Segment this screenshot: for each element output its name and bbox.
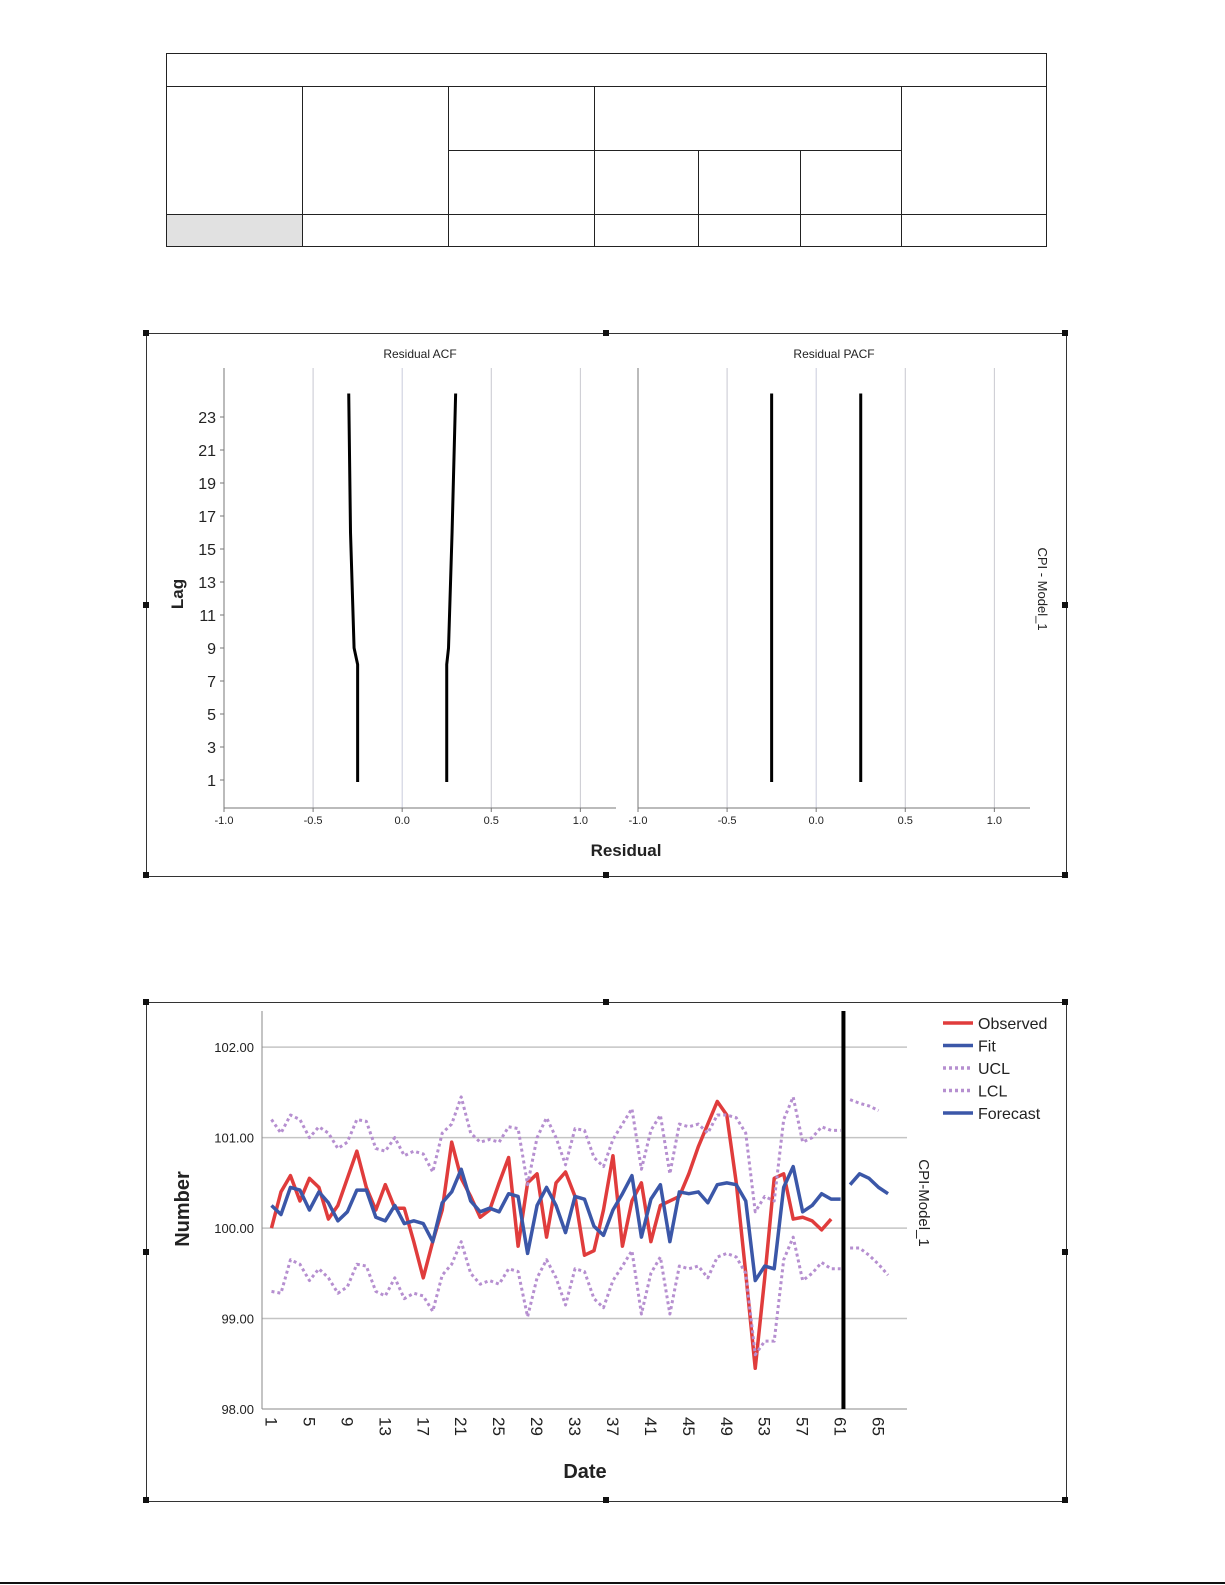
resize-handle-se[interactable] (1062, 1497, 1068, 1503)
resize-handle-ne[interactable] (1062, 330, 1068, 336)
resize-handle-sw[interactable] (143, 1497, 149, 1503)
header-cell-ljung-box-group (595, 87, 902, 151)
resize-handle-e[interactable] (1062, 602, 1068, 608)
lcl-series-line (271, 1237, 840, 1355)
table-cell (801, 215, 902, 247)
lower-confidence-limit (349, 394, 358, 783)
panel-title: Residual ACF (383, 347, 457, 361)
y-tick-label: 7 (207, 674, 216, 691)
x-tick-label: 57 (792, 1417, 812, 1436)
sequence-plot (214, 1011, 907, 1436)
residual-acf-panel (198, 347, 616, 827)
y-tick-label: 102.00 (214, 1040, 254, 1056)
x-tick-label: -0.5 (303, 815, 323, 827)
legend-label: Fit (978, 1038, 996, 1056)
chart-legend (943, 1016, 1047, 1123)
acf-pacf-svg (147, 334, 1066, 876)
resize-handle-e[interactable] (1062, 1249, 1068, 1255)
y-tick-label: 98.00 (221, 1402, 254, 1417)
interval-extension-series-line (850, 1248, 888, 1275)
header-cell-predictors (303, 87, 449, 215)
y-tick-label: 11 (199, 608, 216, 625)
header-cell-outliers (902, 87, 1047, 215)
resize-handle-n[interactable] (603, 330, 609, 336)
x-tick-label: 33 (565, 1417, 585, 1436)
x-tick-label: 1 (261, 1417, 281, 1427)
model-side-label: CPI - Model_1 (1035, 547, 1050, 631)
table-cell (902, 215, 1047, 247)
table-cell (303, 215, 449, 247)
y-tick-label: 1 (207, 773, 216, 790)
x-tick-label: -0.5 (717, 815, 737, 827)
x-tick-label: 13 (375, 1417, 395, 1436)
x-tick-label: 21 (451, 1417, 471, 1436)
x-tick-label: 0.0 (394, 815, 410, 827)
x-tick-label: 65 (868, 1417, 888, 1436)
model-statistics-table (166, 53, 1047, 247)
legend-label: UCL (978, 1061, 1011, 1078)
x-tick-label: 53 (754, 1417, 774, 1436)
forecast-series-line (850, 1174, 888, 1194)
header-cell-sig (801, 151, 902, 215)
sequence-svg (147, 1003, 1066, 1501)
panel-title: Residual PACF (793, 347, 875, 361)
header-cell-fit-group (449, 87, 595, 151)
resize-handle-nw[interactable] (143, 330, 149, 336)
y-tick-label: 9 (207, 641, 216, 658)
y-axis-label: Lag (168, 578, 187, 610)
x-tick-label: 0.5 (483, 815, 499, 827)
legend-label: Forecast (978, 1106, 1041, 1123)
resize-handle-sw[interactable] (143, 872, 149, 878)
legend-label: Observed (978, 1016, 1048, 1033)
x-axis-label: Residual (590, 841, 662, 860)
row-label-cell (167, 215, 303, 247)
x-tick-label: 29 (527, 1417, 547, 1436)
x-tick-label: 17 (413, 1417, 433, 1436)
header-cell-df (699, 151, 801, 215)
x-tick-label: 49 (716, 1417, 736, 1436)
model-side-label: CPI-Model_1 (915, 1159, 932, 1247)
resize-handle-se[interactable] (1062, 872, 1068, 878)
y-tick-label: 101.00 (214, 1130, 254, 1146)
y-tick-label: 15 (198, 542, 216, 559)
x-tick-label: 37 (602, 1417, 622, 1436)
table-cell (699, 215, 801, 247)
y-tick-label: 19 (198, 476, 216, 493)
y-tick-label: 17 (198, 509, 216, 526)
residual-acf-pacf-chart[interactable] (146, 333, 1067, 877)
x-tick-label: -1.0 (214, 815, 234, 827)
x-tick-label: 1.0 (572, 815, 589, 827)
table-title-cell (167, 54, 1047, 87)
upper-confidence-limit (447, 394, 456, 783)
x-tick-label: 1.0 (986, 815, 1003, 827)
table-cell (595, 215, 699, 247)
x-tick-label: 0.0 (808, 815, 824, 827)
x-tick-label: 45 (678, 1417, 698, 1436)
page-bottom-rule (0, 1582, 1225, 1584)
resize-handle-ne[interactable] (1062, 999, 1068, 1005)
y-tick-label: 13 (198, 575, 216, 592)
x-tick-label: 0.5 (897, 815, 913, 827)
resize-handle-s[interactable] (603, 1497, 609, 1503)
residual-pacf-panel (629, 347, 1030, 827)
y-tick-label: 100.00 (214, 1221, 254, 1237)
header-cell-statistics (595, 151, 699, 215)
cpi-sequence-chart[interactable] (146, 1002, 1067, 1502)
resize-handle-nw[interactable] (143, 999, 149, 1005)
table-cell (449, 215, 595, 247)
y-tick-label: 5 (207, 707, 216, 724)
y-tick-label: 21 (198, 443, 216, 460)
x-tick-label: 5 (299, 1417, 319, 1427)
x-tick-label: 41 (640, 1417, 660, 1436)
resize-handle-s[interactable] (603, 872, 609, 878)
x-tick-label: 9 (337, 1417, 357, 1427)
resize-handle-w[interactable] (143, 1249, 149, 1255)
y-axis-label: Number (172, 1171, 194, 1247)
interval-extension-series-line (850, 1100, 878, 1111)
x-axis-label: Date (563, 1461, 607, 1483)
x-tick-label: 61 (830, 1417, 850, 1436)
x-tick-label: -1.0 (628, 815, 648, 827)
y-tick-label: 99.00 (221, 1311, 254, 1327)
header-cell-model (167, 87, 303, 215)
y-tick-label: 23 (198, 410, 216, 427)
resize-handle-n[interactable] (603, 999, 609, 1005)
x-tick-label: 25 (489, 1417, 509, 1436)
observed-series-line (271, 1101, 831, 1368)
legend-label: LCL (978, 1083, 1008, 1101)
header-cell-stationary-r-squared (449, 151, 595, 215)
y-tick-label: 3 (207, 740, 216, 757)
resize-handle-w[interactable] (143, 602, 149, 608)
